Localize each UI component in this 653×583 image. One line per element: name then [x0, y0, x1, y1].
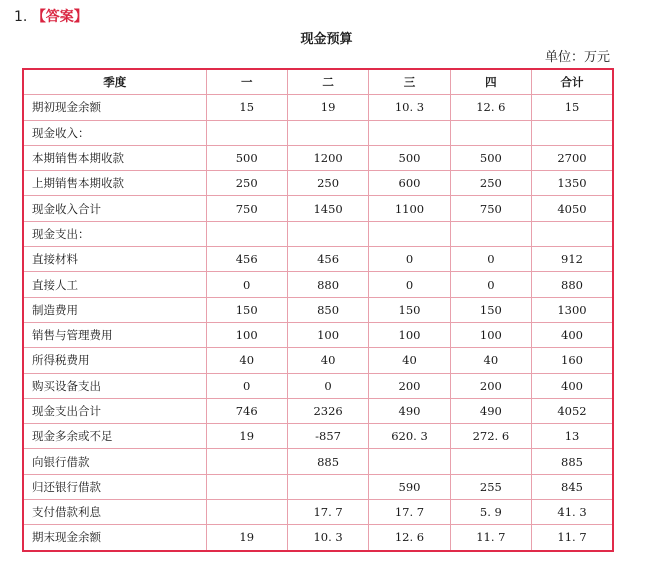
row-label: 现金支出：	[23, 221, 206, 246]
row-label: 所得税费用	[23, 348, 206, 373]
cell-value: 150	[206, 297, 287, 322]
cell-value: 2326	[287, 398, 368, 423]
cell-value: 100	[369, 322, 450, 347]
cash-budget-table	[22, 68, 614, 552]
cell-value: 885	[287, 449, 368, 474]
cell-value: 40	[206, 348, 287, 373]
column-header: 合计	[532, 69, 613, 95]
cell-value: 0	[206, 373, 287, 398]
cell-value: 850	[287, 297, 368, 322]
column-header: 二	[287, 69, 368, 95]
cell-value: 880	[287, 272, 368, 297]
cell-value: 400	[532, 373, 613, 398]
row-label: 上期销售本期收款	[23, 171, 206, 196]
cell-value: 2700	[532, 145, 613, 170]
cell-value: 250	[287, 171, 368, 196]
row-label: 归还银行借款	[23, 474, 206, 499]
table-title: 现金预算	[300, 32, 353, 47]
row-label: 支付借款利息	[23, 500, 206, 525]
row-label: 期末现金余额	[23, 525, 206, 551]
cell-value: 0	[287, 373, 368, 398]
table-row	[23, 120, 613, 145]
table-row	[23, 373, 613, 398]
column-header: 季度	[23, 69, 206, 95]
cell-value: 500	[369, 145, 450, 170]
cell-value: 885	[532, 449, 613, 474]
cell-value: 620. 3	[369, 424, 450, 449]
table-row	[23, 500, 613, 525]
cell-value: 0	[450, 247, 531, 272]
cell-value: 13	[532, 424, 613, 449]
cell-value: 400	[532, 322, 613, 347]
row-label: 制造费用	[23, 297, 206, 322]
cell-value: 5. 9	[450, 500, 531, 525]
cell-value: 1450	[287, 196, 368, 221]
cell-value	[450, 449, 531, 474]
row-label: 期初现金余额	[23, 95, 206, 120]
cell-value: 10. 3	[287, 525, 368, 551]
cell-value	[206, 449, 287, 474]
cell-value: 160	[532, 348, 613, 373]
table-row	[23, 525, 613, 551]
cell-value: 490	[369, 398, 450, 423]
cell-value	[450, 120, 531, 145]
row-label: 直接人工	[23, 272, 206, 297]
cell-value: 40	[450, 348, 531, 373]
table-row	[23, 272, 613, 297]
cell-value: 12. 6	[369, 525, 450, 551]
cell-value	[369, 221, 450, 246]
cell-value: 272. 6	[450, 424, 531, 449]
cell-value: 17. 7	[287, 500, 368, 525]
cell-value: 746	[206, 398, 287, 423]
cell-value: 912	[532, 247, 613, 272]
row-label: 购买设备支出	[23, 373, 206, 398]
column-header: 四	[450, 69, 531, 95]
cell-value: 1100	[369, 196, 450, 221]
cell-value: 0	[369, 272, 450, 297]
row-label: 向银行借款	[23, 449, 206, 474]
column-header: 三	[369, 69, 450, 95]
cell-value	[287, 120, 368, 145]
table-row	[23, 171, 613, 196]
cell-value: 1350	[532, 171, 613, 196]
cell-value: 10. 3	[369, 95, 450, 120]
row-label: 现金支出合计	[23, 398, 206, 423]
cell-value: 100	[287, 322, 368, 347]
cell-value	[287, 474, 368, 499]
cell-value: 19	[287, 95, 368, 120]
row-label: 现金收入：	[23, 120, 206, 145]
cell-value: 255	[450, 474, 531, 499]
cell-value	[287, 221, 368, 246]
table-row	[23, 145, 613, 170]
cell-value	[369, 449, 450, 474]
cell-value: 0	[450, 272, 531, 297]
unit-label: 单位：万元	[544, 50, 610, 65]
cell-value: 100	[450, 322, 531, 347]
cell-value	[532, 120, 613, 145]
row-label: 直接材料	[23, 247, 206, 272]
cell-value: 490	[450, 398, 531, 423]
cell-value: 19	[206, 424, 287, 449]
cell-value: 250	[206, 171, 287, 196]
row-label: 本期销售本期收款	[23, 145, 206, 170]
answer-tag: 【答案】	[31, 9, 88, 25]
column-header: 一	[206, 69, 287, 95]
cell-value: 19	[206, 525, 287, 551]
cell-value: 500	[206, 145, 287, 170]
question-number: 1.	[14, 9, 28, 25]
cell-value: 11. 7	[450, 525, 531, 551]
cell-value: 15	[532, 95, 613, 120]
cell-value: 1200	[287, 145, 368, 170]
row-label: 现金收入合计	[23, 196, 206, 221]
cell-value: 100	[206, 322, 287, 347]
table-row	[23, 398, 613, 423]
cell-value	[450, 221, 531, 246]
cell-value: 40	[369, 348, 450, 373]
cell-value: -857	[287, 424, 368, 449]
cell-value: 150	[450, 297, 531, 322]
table-row	[23, 196, 613, 221]
cell-value: 750	[206, 196, 287, 221]
cell-value: 1300	[532, 297, 613, 322]
table-row	[23, 247, 613, 272]
cell-value: 880	[532, 272, 613, 297]
table-row	[23, 348, 613, 373]
table-row	[23, 221, 613, 246]
table-row	[23, 449, 613, 474]
answer-heading	[14, 6, 88, 26]
cell-value: 40	[287, 348, 368, 373]
table-row	[23, 297, 613, 322]
header-row	[23, 69, 613, 95]
table-row	[23, 95, 613, 120]
cell-value: 200	[450, 373, 531, 398]
table-row	[23, 424, 613, 449]
row-label: 现金多余或不足	[23, 424, 206, 449]
cell-value: 600	[369, 171, 450, 196]
cell-value	[206, 221, 287, 246]
cell-value: 12. 6	[450, 95, 531, 120]
cell-value: 456	[206, 247, 287, 272]
cell-value: 0	[369, 247, 450, 272]
cell-value: 845	[532, 474, 613, 499]
cell-value: 250	[450, 171, 531, 196]
cell-value	[206, 120, 287, 145]
cell-value: 750	[450, 196, 531, 221]
cell-value	[532, 221, 613, 246]
cell-value: 590	[369, 474, 450, 499]
cell-value: 500	[450, 145, 531, 170]
cell-value: 4050	[532, 196, 613, 221]
cell-value	[206, 500, 287, 525]
cell-value: 15	[206, 95, 287, 120]
cell-value: 0	[206, 272, 287, 297]
cell-value	[369, 120, 450, 145]
row-label: 销售与管理费用	[23, 322, 206, 347]
table-row	[23, 474, 613, 499]
cell-value: 17. 7	[369, 500, 450, 525]
table-body	[23, 95, 613, 551]
cell-value: 456	[287, 247, 368, 272]
cell-value: 11. 7	[532, 525, 613, 551]
cell-value: 41. 3	[532, 500, 613, 525]
cell-value: 4052	[532, 398, 613, 423]
cell-value	[206, 474, 287, 499]
cell-value: 150	[369, 297, 450, 322]
table-row	[23, 322, 613, 347]
cell-value: 200	[369, 373, 450, 398]
